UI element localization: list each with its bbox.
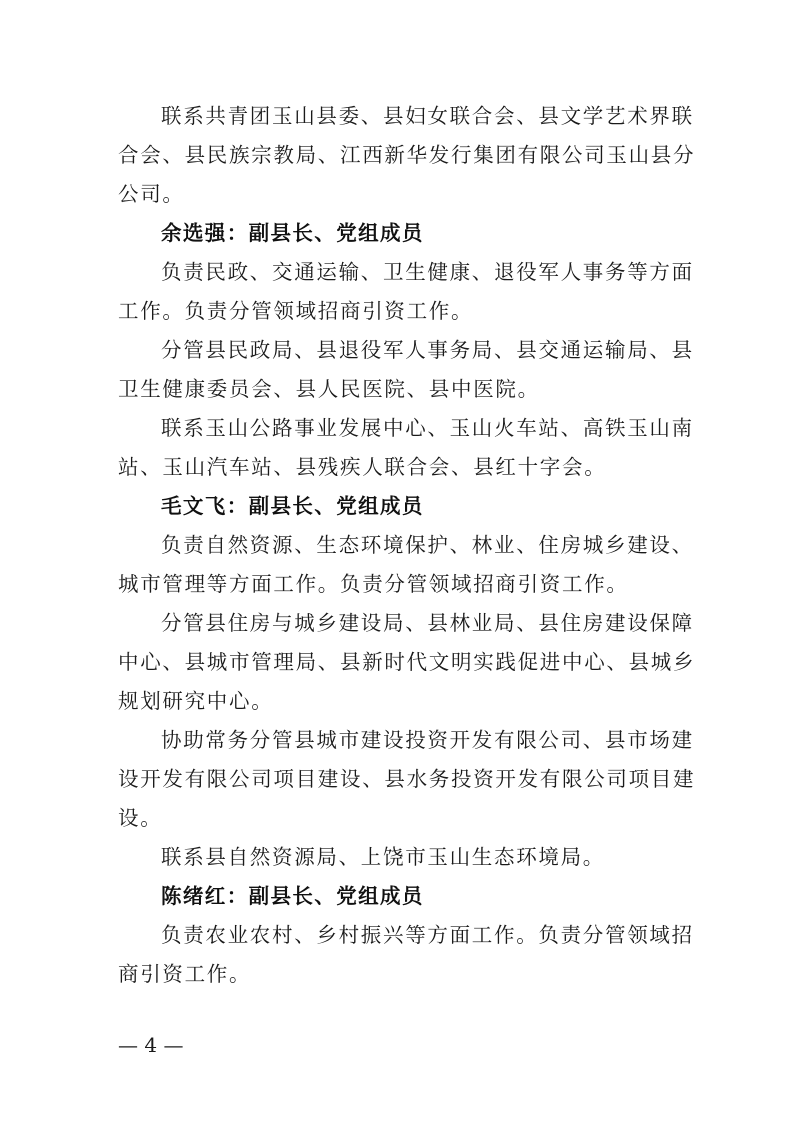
paragraph-line: 规划研究中心。 [118,689,274,713]
paragraph-line: 公司。 [118,182,185,206]
official-heading-yu-xuanqiang: 余选强：副县长、党组成员 [161,221,424,245]
paragraph-line: 工作。负责分管领域招商引资工作。 [118,299,474,323]
paragraph-line: 联系玉山公路事业发展中心、玉山火车站、高铁玉山南 [161,416,694,440]
paragraph-line: 卫生健康委员会、县人民医院、县中医院。 [118,377,540,401]
paragraph-line: 设开发有限公司项目建设、县水务投资开发有限公司项目建 [118,767,696,791]
paragraph-line: 分管县民政局、县退役军人事务局、县交通运输局、县 [161,338,694,362]
paragraph-line: 站、玉山汽车站、县残疾人联合会、县红十字会。 [118,455,607,479]
paragraph-line: 分管县住房与城乡建设局、县林业局、县住房建设保障 [161,611,694,635]
paragraph-line: 负责民政、交通运输、卫生健康、退役军人事务等方面 [161,260,694,284]
paragraph-line: 联系县自然资源局、上饶市玉山生态环境局。 [161,845,605,869]
paragraph-line: 城市管理等方面工作。负责分管领域招商引资工作。 [118,572,629,596]
paragraph-line: 负责自然资源、生态环境保护、林业、住房城乡建设、 [161,533,694,557]
page-number: — 4 — [118,1033,184,1057]
paragraph-line: 设。 [118,806,163,830]
paragraph-line: 联系共青团玉山县委、县妇女联合会、县文学艺术界联 [161,104,694,128]
official-heading-chen-xuhong: 陈绪红：副县长、党组成员 [161,884,424,908]
paragraph-line: 中心、县城市管理局、县新时代文明实践促进中心、县城乡 [118,650,696,674]
paragraph-line: 负责农业农村、乡村振兴等方面工作。负责分管领域招 [161,923,694,947]
official-heading-mao-wenfei: 毛文飞：副县长、党组成员 [161,494,424,518]
paragraph-line: 合会、县民族宗教局、江西新华发行集团有限公司玉山县分 [118,143,696,167]
paragraph-line: 商引资工作。 [118,962,252,986]
paragraph-line: 协助常务分管县城市建设投资开发有限公司、县市场建 [161,728,694,752]
